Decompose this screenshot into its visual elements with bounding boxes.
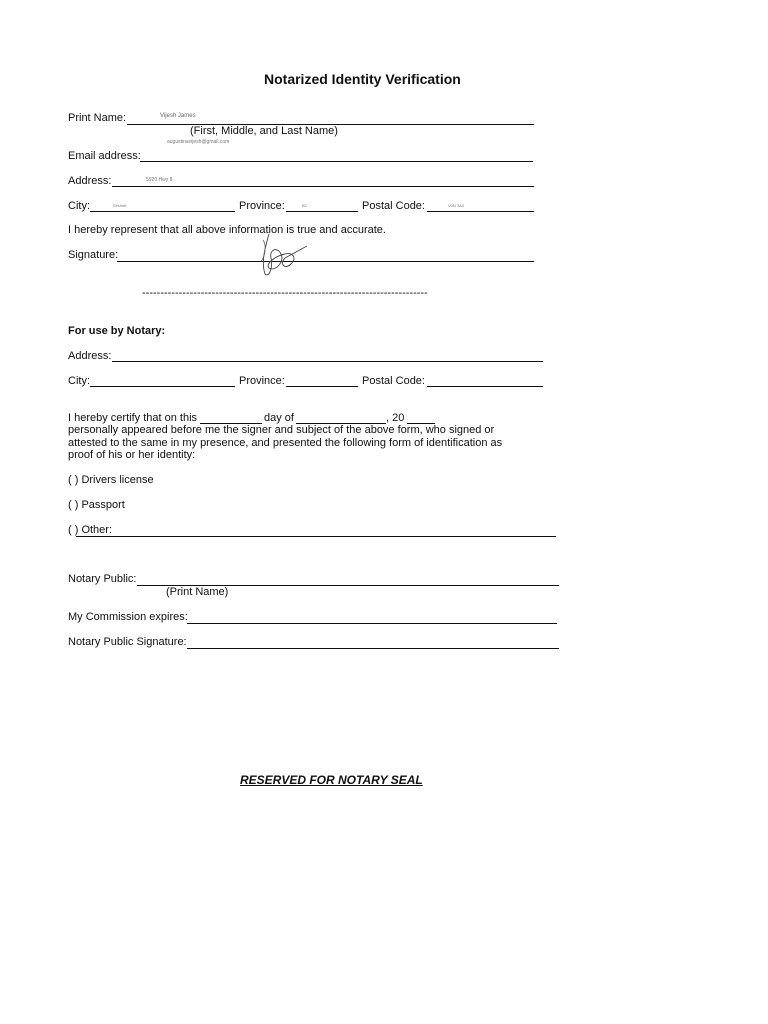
notary-city-label: City: xyxy=(68,375,90,387)
notary-postal-label: Postal Code: xyxy=(362,375,425,387)
address-label: Address: xyxy=(68,175,112,187)
email-line xyxy=(140,161,533,162)
notary-postal-line[interactable] xyxy=(427,386,543,387)
notary-seal-placeholder: RESERVED FOR NOTARY SEAL xyxy=(240,773,423,787)
id-other-line[interactable] xyxy=(76,536,556,537)
accuracy-statement: I hereby represent that all above information is true and accurate. xyxy=(68,224,386,236)
notary-address-label: Address: xyxy=(68,350,112,362)
id-option-other[interactable]: ( ) Other: xyxy=(68,524,113,536)
notary-city-line[interactable] xyxy=(90,386,235,387)
print-name-value[interactable]: Vijesh James xyxy=(160,113,196,119)
section-separator: ------------------------------------------------------------------------------ xyxy=(142,287,428,299)
postal-line xyxy=(427,211,534,212)
print-name-label: Print Name: xyxy=(68,112,127,124)
commission-line[interactable] xyxy=(187,623,557,624)
postal-value[interactable]: V0N 3A0 xyxy=(448,203,465,208)
notary-public-label: Notary Public: xyxy=(68,573,137,585)
city-label: City: xyxy=(68,200,90,212)
certify-year-label: , 20 xyxy=(386,412,405,424)
notary-province-line[interactable] xyxy=(286,386,358,387)
id-option-passport[interactable]: ( ) Passport xyxy=(68,499,125,511)
notary-signature-label: Notary Public Signature: xyxy=(68,636,187,648)
notary-signature-line[interactable] xyxy=(187,648,559,649)
certify-part1: I hereby certify that on this xyxy=(68,412,198,424)
name-hint: (First, Middle, and Last Name) xyxy=(190,125,338,137)
page-title: Notarized Identity Verification xyxy=(264,71,461,87)
province-line xyxy=(286,211,358,212)
city-line xyxy=(90,211,235,212)
email-value[interactable]: augustinavijesh@gmail.com xyxy=(167,139,230,145)
email-label: Email address: xyxy=(68,150,141,162)
certify-paragraph: personally appeared before me the signer and subject of the above form, who signed or attested to the same in my presence, and presented the following form of identification as proof of his or her identity: xyxy=(68,424,503,461)
id-option-drivers-license[interactable]: ( ) Drivers license xyxy=(68,474,154,486)
notary-heading: For use by Notary: xyxy=(68,325,166,337)
signature-line xyxy=(117,261,534,262)
notary-address-line[interactable] xyxy=(112,361,543,362)
certify-day-of: day of xyxy=(264,412,294,424)
signature-scribble xyxy=(255,228,315,280)
notary-print-name-hint: (Print Name) xyxy=(166,586,229,598)
city-value[interactable]: Sechelt xyxy=(113,203,127,208)
commission-label: My Commission expires: xyxy=(68,611,188,623)
notary-province-label: Province: xyxy=(239,375,285,387)
address-line xyxy=(112,186,534,187)
province-label: Province: xyxy=(239,200,285,212)
signature-label: Signature: xyxy=(68,249,119,261)
postal-label: Postal Code: xyxy=(362,200,425,212)
province-value[interactable]: BC xyxy=(302,203,308,208)
address-value[interactable]: 5920 Hwy 8 xyxy=(146,177,173,183)
